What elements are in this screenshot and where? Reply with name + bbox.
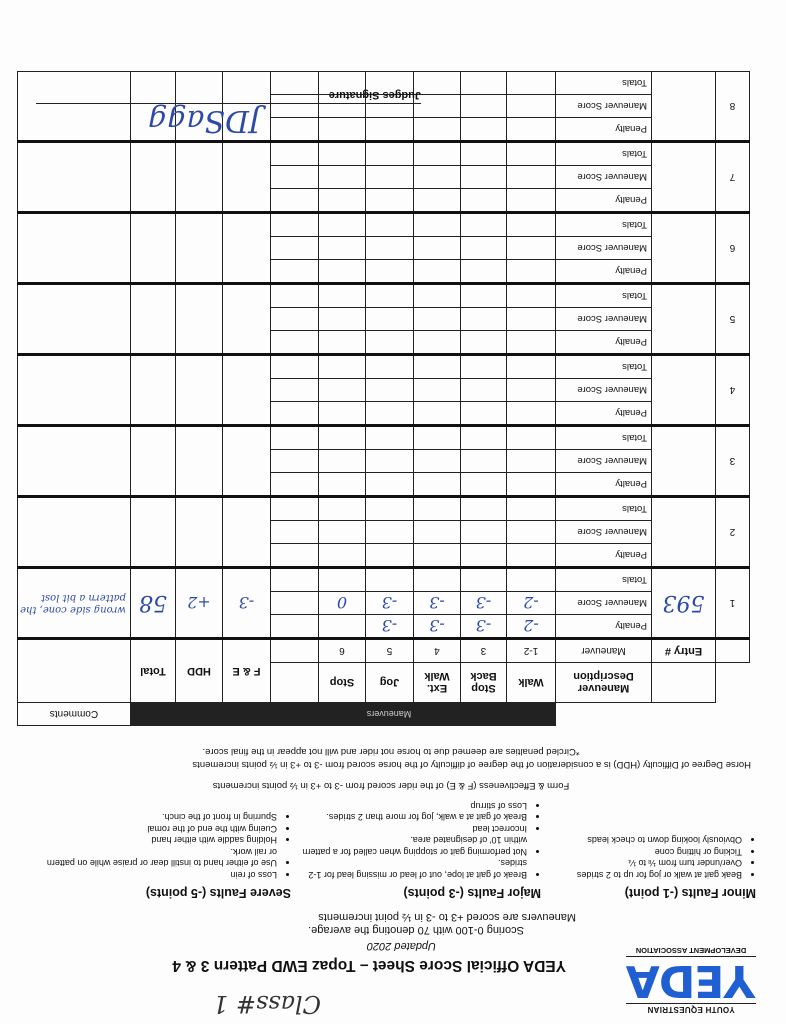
penalty-jog[interactable] [366,544,414,568]
entry-index: 2 [716,497,750,568]
totals-blank[interactable] [271,284,319,308]
comments-field[interactable] [17,72,130,142]
penalty-jog[interactable]: -3 [366,615,414,639]
penalty-label: Penalty [556,473,652,497]
penalty-ext-walk[interactable] [414,118,461,142]
totals-ext-walk[interactable] [414,426,461,450]
comments-field[interactable] [17,284,130,355]
fault-item: • Obviously looking down to check leads [536,834,742,846]
penalty-blank[interactable] [271,544,319,568]
penalty-jog[interactable] [366,189,414,213]
hdd-field[interactable] [175,355,222,426]
maneuvers-band: Maneuvers [222,703,555,726]
totals-stop-back[interactable] [461,213,507,237]
fault-item: • Over/under turn from ⅛ to ¼ [536,857,742,869]
entry-index: 8 [716,72,750,142]
yeda-logo [626,930,756,1014]
maneuver-score-walk[interactable] [507,166,556,189]
fe-note: Form & Effectiveness (F & E) of the rider scored from -3 to +3 in ½ points increments [212,780,570,791]
entry-number-field[interactable]: 593 [652,568,716,639]
totals-stop[interactable] [319,284,366,308]
total-field[interactable] [130,355,175,426]
totals-label: Totals [556,355,652,379]
page-title: YEDA Official Score Sheet – Topaz EWD Pattern 3 & 4 [172,957,566,974]
penalty-label: Penalty [556,615,652,639]
penalty-label: Penalty [556,544,652,568]
total-field[interactable] [130,284,175,355]
penalty-jog[interactable] [366,473,414,497]
comments-field[interactable] [17,213,130,284]
totals-ext-walk[interactable] [414,355,461,379]
totals-label: Totals [556,72,652,95]
penalty-walk[interactable] [507,260,556,284]
totals-walk[interactable] [507,568,556,592]
comments-field[interactable] [17,497,130,568]
totals-stop[interactable] [319,568,366,592]
penalty-walk[interactable] [507,473,556,497]
penalty-stop[interactable] [319,473,366,497]
totals-label: Totals [556,426,652,450]
maneuver-score-jog[interactable] [366,521,414,544]
totals-ext-walk[interactable] [414,284,461,308]
totals-blank[interactable] [271,568,319,592]
maneuver-score-stop-back[interactable] [461,166,507,189]
maneuver-score-stop-back[interactable] [461,237,507,260]
penalty-stop[interactable] [319,189,366,213]
maneuver-label: Maneuver [556,639,652,663]
entry-number-field[interactable] [652,355,716,426]
hdd-field[interactable] [175,213,222,284]
fault-item: • Beak gait at walk or jog for up to 2 strides [536,869,742,881]
penalty-jog[interactable] [366,118,414,142]
totals-label: Totals [556,213,652,237]
penalty-blank[interactable] [271,402,319,426]
maneuver-score-jog[interactable] [366,450,414,473]
comments-field[interactable]: wrong side cone, the pattern a bit lost [17,568,130,639]
totals-ext-walk[interactable] [414,142,461,166]
maneuver-score-stop[interactable] [319,237,366,260]
totals-stop[interactable] [319,497,366,521]
totals-jog[interactable] [366,355,414,379]
fault-item: • Holding saddle with either hand [41,834,277,846]
maneuver-scoring-line: Maneuvers are scored +3 to -3 in ½ point increments [318,911,576,923]
penalty-walk[interactable] [507,118,556,142]
penalty-ext-walk[interactable] [414,331,461,355]
penalty-ext-walk[interactable] [414,402,461,426]
judge-signature-block [36,89,421,138]
severe-faults-title: Severe Faults (-5 points) [145,886,291,900]
totals-stop-back[interactable] [461,426,507,450]
penalty-label: Penalty [556,402,652,426]
col-jog: Jog [366,663,414,703]
maneuver-score-blank[interactable] [271,308,319,331]
maneuver-score-ext-walk[interactable] [414,450,461,473]
maneuver-score-jog[interactable] [366,166,414,189]
hdd-note: Horse Degree of Difficulty (HDD) is a consideration of the degree of difficulty of the horse scored from -3 to +3 in ½ points increments [192,759,751,770]
fe-field[interactable] [222,213,270,284]
maneuver-score-walk[interactable] [507,95,556,118]
score-jog[interactable]: -3 [366,592,414,615]
fault-item: • Break of gait at a walk, jog for more than 2 strides. [281,811,527,823]
maneuver-score-jog[interactable] [366,237,414,260]
entry-index: 3 [716,426,750,497]
penalty-stop-back[interactable]: -3 [461,615,507,639]
maneuver-score-stop-back[interactable] [461,95,507,118]
major-faults [281,800,541,901]
totals-stop[interactable] [319,213,366,237]
entry-index: 6 [716,213,750,284]
entry-number-field[interactable] [652,426,716,497]
penalty-jog[interactable] [366,260,414,284]
maneuver-score-blank[interactable] [271,521,319,544]
penalty-ext-walk[interactable]: -3 [414,615,461,639]
maneuver-score-stop-back[interactable] [461,521,507,544]
hdd-field[interactable] [175,142,222,213]
logo-top-text: YOUTH EQUESTRIAN [626,1003,756,1014]
totals-walk[interactable] [507,72,556,95]
totals-stop-back[interactable] [461,568,507,592]
col-hdd: HDD [175,639,222,703]
penalty-stop-back[interactable] [461,473,507,497]
entry-row [17,544,749,568]
fe-field[interactable] [222,497,270,568]
penalty-stop[interactable] [319,615,366,639]
totals-walk[interactable] [507,497,556,521]
maneuver-score-jog[interactable] [366,308,414,331]
penalty-ext-walk[interactable] [414,260,461,284]
fault-item: • Spurring in front of the cinch. [41,811,277,823]
maneuver-score-walk[interactable] [507,237,556,260]
score-ext-walk[interactable]: -3 [414,592,461,615]
maneuver-score-label: Maneuver Score [556,95,652,118]
score-grid [18,71,750,726]
maneuver-score-ext-walk[interactable] [414,166,461,189]
totals-walk[interactable] [507,213,556,237]
col-maneuver-description: Maneuver Description [556,663,652,703]
totals-jog[interactable] [366,284,414,308]
maneuver-score-stop-back[interactable] [461,450,507,473]
comments-field[interactable] [17,426,130,497]
totals-jog[interactable] [366,213,414,237]
penalty-stop-back[interactable] [461,118,507,142]
total-field[interactable] [130,426,175,497]
maneuver-score-walk[interactable] [507,521,556,544]
penalty-ext-walk[interactable] [414,544,461,568]
totals-jog[interactable] [366,568,414,592]
totals-label: Totals [556,568,652,592]
penalty-label: Penalty [556,331,652,355]
maneuver-score-stop[interactable] [319,308,366,331]
penalty-ext-walk[interactable] [414,473,461,497]
maneuver-score-label: Maneuver Score [556,521,652,544]
col-walk: Walk [507,663,556,703]
hdd-field[interactable] [175,497,222,568]
maneuver-score-walk[interactable] [507,450,556,473]
fault-item: • Incorrect lead [281,823,527,835]
maneuver-number-ext-walk: 4 [414,639,461,663]
totals-jog[interactable] [366,497,414,521]
maneuver-score-ext-walk[interactable] [414,237,461,260]
totals-stop-back[interactable] [461,284,507,308]
maneuver-score-blank[interactable] [271,450,319,473]
entry-index: 5 [716,284,750,355]
penalty-stop-back[interactable] [461,331,507,355]
penalty-label: Penalty [556,118,652,142]
maneuver-score-blank[interactable] [271,237,319,260]
entry-number-field[interactable] [652,213,716,284]
maneuver-score-label: Maneuver Score [556,379,652,402]
penalty-stop[interactable] [319,402,366,426]
entry-number-label: Entry # [652,639,716,663]
maneuver-score-stop[interactable] [319,450,366,473]
maneuver-score-walk[interactable] [507,379,556,402]
totals-stop[interactable] [319,142,366,166]
fe-field[interactable] [222,426,270,497]
entry-index: 7 [716,142,750,213]
updated-note: Updated 2020 [366,940,436,952]
fault-item: • Loss of rein [41,869,277,881]
penalty-ext-walk[interactable] [414,189,461,213]
circled-penalty-note: *Circled penalties are deemed due to horse not rider and will not appear in the final score. [202,746,580,757]
penalty-blank[interactable] [271,331,319,355]
maneuver-score-blank[interactable] [271,166,319,189]
entry-row [17,331,749,355]
fault-item: • Use of either hand to instill dear or praise while on pattern or rail work. [41,846,277,869]
penalty-jog[interactable] [366,402,414,426]
logo-bottom-text: DEVELOPMENT ASSOCIATION [626,946,756,957]
col-blank [271,663,319,703]
totals-label: Totals [556,497,652,521]
totals-ext-walk[interactable] [414,213,461,237]
maneuver-score-stop[interactable] [319,379,366,402]
hdd-field[interactable]: +2 [175,568,222,639]
score-stop[interactable]: 0 [319,592,366,615]
col-stop-back: Stop Back [461,663,507,703]
severe-faults [41,811,291,900]
maneuver-score-stop[interactable] [319,166,366,189]
penalty-stop-back[interactable] [461,189,507,213]
logo-main-text: YEDA [626,955,756,1006]
comments-field[interactable] [17,142,130,213]
maneuver-score-label: Maneuver Score [556,450,652,473]
entry-row [17,473,749,497]
totals-label: Totals [556,142,652,166]
totals-stop-back[interactable] [461,142,507,166]
fe-field[interactable] [222,142,270,213]
fault-item: • Not performing gait or stopping when called for a pattern within 10' of designated area. [281,834,527,857]
fault-item: • Cueing with the end of the romal [41,823,277,835]
entry-number-field[interactable] [652,284,716,355]
penalty-walk[interactable] [507,544,556,568]
fault-item: • Break of gait at lope, out of lead or missing lead for 1-2 strides. [281,857,527,880]
penalty-label: Penalty [556,260,652,284]
entry-row [17,402,749,426]
penalty-walk[interactable] [507,189,556,213]
fe-field[interactable] [222,355,270,426]
totals-blank[interactable] [271,213,319,237]
entry-number-field[interactable] [652,72,716,142]
maneuver-score-label: Maneuver Score [556,237,652,260]
judge-signature-ink: JDSagg [148,103,261,138]
comments-field[interactable] [17,355,130,426]
signature-label: Judges Signature [328,89,421,101]
penalty-blank[interactable] [271,473,319,497]
penalty-label: Penalty [556,189,652,213]
totals-jog[interactable] [366,142,414,166]
totals-stop-back[interactable] [461,355,507,379]
maneuver-score-ext-walk[interactable] [414,379,461,402]
penalty-blank[interactable] [271,260,319,284]
maneuver-score-blank[interactable] [271,379,319,402]
penalty-stop[interactable] [319,260,366,284]
penalty-stop-back[interactable] [461,402,507,426]
band-spacer [130,703,222,726]
fault-item: • Ticking or hitting cone [536,846,742,858]
maneuver-number-walk: 1-2 [507,639,556,663]
penalty-stop-back[interactable] [461,544,507,568]
totals-blank[interactable] [271,426,319,450]
totals-stop-back[interactable] [461,497,507,521]
penalty-stop[interactable] [319,331,366,355]
totals-blank[interactable] [271,355,319,379]
entry-index: 4 [716,355,750,426]
col-fe: F & E [222,639,270,703]
hdd-field[interactable] [175,284,222,355]
fe-field[interactable] [222,284,270,355]
hdd-field[interactable] [175,426,222,497]
totals-walk[interactable] [507,142,556,166]
totals-jog[interactable] [366,426,414,450]
entry-row [17,260,749,284]
col-total: Total [130,639,175,703]
totals-stop-back[interactable] [461,72,507,95]
score-stop-back[interactable]: -3 [461,592,507,615]
fault-item: • Loss of stirrup [281,800,527,812]
entry-number-field[interactable] [652,497,716,568]
totals-label: Totals [556,284,652,308]
totals-blank[interactable] [271,497,319,521]
maneuver-score-label: Maneuver Score [556,592,652,615]
totals-walk[interactable] [507,355,556,379]
totals-stop[interactable] [319,426,366,450]
col-ext-walk: Ext. Walk [414,663,461,703]
totals-stop[interactable] [319,355,366,379]
penalty-blank[interactable] [271,118,319,142]
total-field[interactable] [130,497,175,568]
col-comments [17,639,130,703]
fe-field[interactable]: -3 [222,568,270,639]
maneuver-score-stop[interactable] [319,521,366,544]
col-stop: Stop [319,663,366,703]
maneuver-number-jog: 5 [366,639,414,663]
maneuver-score-ext-walk[interactable] [414,521,461,544]
penalty-walk[interactable]: -2 [507,615,556,639]
maneuver-number-stop-back: 3 [461,639,507,663]
maneuver-score-ext-walk[interactable] [414,308,461,331]
totals-ext-walk[interactable] [414,568,461,592]
penalty-stop[interactable] [319,544,366,568]
total-field[interactable] [130,213,175,284]
entry-row [17,118,749,142]
entry-number-field[interactable] [652,142,716,213]
penalty-blank[interactable] [271,189,319,213]
totals-blank[interactable] [271,142,319,166]
score-blank[interactable] [271,592,319,615]
penalty-stop-back[interactable] [461,260,507,284]
minor-faults-title: Minor Faults (-1 point) [624,886,756,900]
entry-row [17,189,749,213]
penalty-jog[interactable] [366,331,414,355]
totals-walk[interactable] [507,284,556,308]
score-walk[interactable]: -2 [507,592,556,615]
maneuver-score-label: Maneuver Score [556,308,652,331]
entry-index: 1 [716,568,750,639]
total-field[interactable] [130,142,175,213]
penalty-walk[interactable] [507,331,556,355]
minor-faults [536,834,756,900]
maneuver-score-stop-back[interactable] [461,379,507,402]
penalty-walk[interactable] [507,402,556,426]
maneuver-score-walk[interactable] [507,308,556,331]
handwritten-class-note: Class# 1 [213,990,321,1018]
total-field[interactable]: 58 [130,568,175,639]
maneuver-score-label: Maneuver Score [556,166,652,189]
totals-walk[interactable] [507,426,556,450]
maneuver-number-stop: 6 [319,639,366,663]
scoring-notes [31,745,751,792]
comments-header: Comments [17,703,130,726]
major-faults-title: Major Faults (-3 points) [403,886,541,900]
maneuver-score-stop-back[interactable] [461,308,507,331]
penalty-blank[interactable] [271,615,319,639]
scoring-line: Scoring 0-100 with 70 denoting the average. [308,924,524,936]
maneuver-score-jog[interactable] [366,379,414,402]
totals-ext-walk[interactable] [414,497,461,521]
penalty-stop[interactable] [319,118,366,142]
